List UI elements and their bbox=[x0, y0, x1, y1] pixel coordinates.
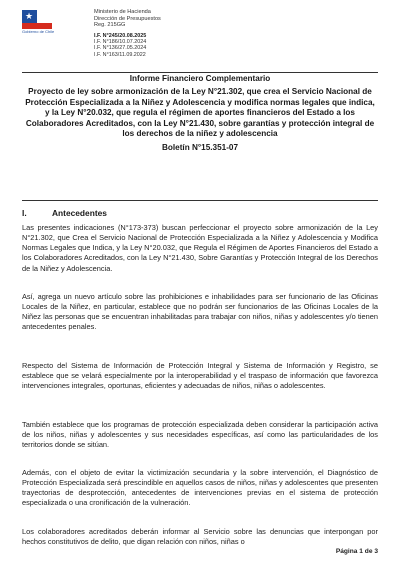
logo-text: Gobierno de Chile bbox=[22, 29, 55, 34]
paragraph: Respecto del Sistema de Información de Protección Integral y Sistema de Información y Registro, se establece que se velará especialmente por la interoperabilidad y el traspaso de información que favorezca intervenciones integrales, oportunas, eficientes y adecuadas de niños, niñas o adolescentes. bbox=[22, 361, 378, 391]
directorate-name: Dirección de Presupuestos bbox=[94, 15, 161, 22]
report-ref: I.F. N°136/27.05.2024 bbox=[94, 45, 147, 52]
document-subject: Proyecto de ley sobre armonización de la Ley N°21.302, que crea el Servicio Nacional de Protección Especializada a la Niñez y Adolescencia y modifica normas legales que indica, y la Ley N°20.032, que regula el régimen de aportes financieros del Estado a los Colaboradores Acreditados, con la Ley N°21.430, sobre garantías y protección integral de los derechos de la niñez y adolescencia bbox=[25, 87, 375, 139]
report-ref: I.F. N°245/20.08.2025 bbox=[94, 33, 147, 39]
section-title: Antecedentes bbox=[52, 208, 107, 218]
report-ref: I.F. N°186/10.07.2024 bbox=[94, 39, 147, 46]
ministry-info bbox=[94, 9, 161, 29]
government-logo bbox=[22, 10, 55, 38]
registry-number: Reg. 215GG bbox=[94, 22, 126, 29]
paragraph: También establece que los programas de protección especializada deben considerar la participación activa de los niños, niñas y adolescentes y sus necesidades específicas, así como las particularidades de los territorios donde se sitúan. bbox=[22, 420, 378, 450]
paragraph: Las presentes indicaciones (N°173-373) buscan perfeccionar el proyecto sobre armonización de la Ley N°21.302, que Crea el Servicio Nacional de Protección Especializada a la Niñez y Adolescencia y Modifica Normas Legales que Indica, y la Ley N°20.032, que Regula el Régimen de Aportes Financieros del Estado a los Colaboradores Acreditados, con la Ley N°21.430, Sobre Garantías y Protección Integral de los Derechos de la Niñez y Adolescencia. bbox=[22, 223, 378, 273]
paragraph: Además, con el objeto de evitar la victimización secundaria y la sobre intervención, el Diagnóstico de Protección Especializada será prescindible en aquellos casos de niños, niñas y adolescentes que presenten trayectorias de desprotección, antecedentes de intervenciones previas en el sistema de protección especializada o una cronificación de la vulneración. bbox=[22, 468, 378, 508]
paragraph: Los colaboradores acreditados deberán informar al Servicio sobre las denuncias que interpongan por hechos constitutivos de delito, que digan relación con niños, niñas o bbox=[22, 527, 378, 547]
title-block bbox=[22, 73, 378, 153]
star-icon: ★ bbox=[25, 11, 34, 21]
title-bottom-rule bbox=[22, 200, 378, 201]
paragraph: Así, agrega un nuevo artículo sobre las prohibiciones e inhabilidades para ser funcionario de las Oficinas Locales de la Niñez, en particular, establece que no podrán ser funcionarios de las Oficinas Locales de la Niñez las personas que se encuentran inhabilitadas para trabajar con niños, niñas y adolescentes y/o tienen antecedentes penales. bbox=[22, 292, 378, 332]
section-number: I. bbox=[22, 208, 27, 218]
logo-blue-field bbox=[22, 10, 37, 23]
report-ref: I.F. N°163/11.09.2022 bbox=[94, 51, 146, 58]
page-number: Página 1 de 3 bbox=[335, 548, 378, 555]
bulletin-number: Boletín N°15.351-07 bbox=[161, 142, 239, 152]
report-references bbox=[94, 33, 146, 58]
document-heading: Informe Financiero Complementario bbox=[129, 74, 271, 83]
section-heading bbox=[22, 208, 107, 218]
ministry-name: Ministerio de Hacienda bbox=[94, 9, 151, 15]
